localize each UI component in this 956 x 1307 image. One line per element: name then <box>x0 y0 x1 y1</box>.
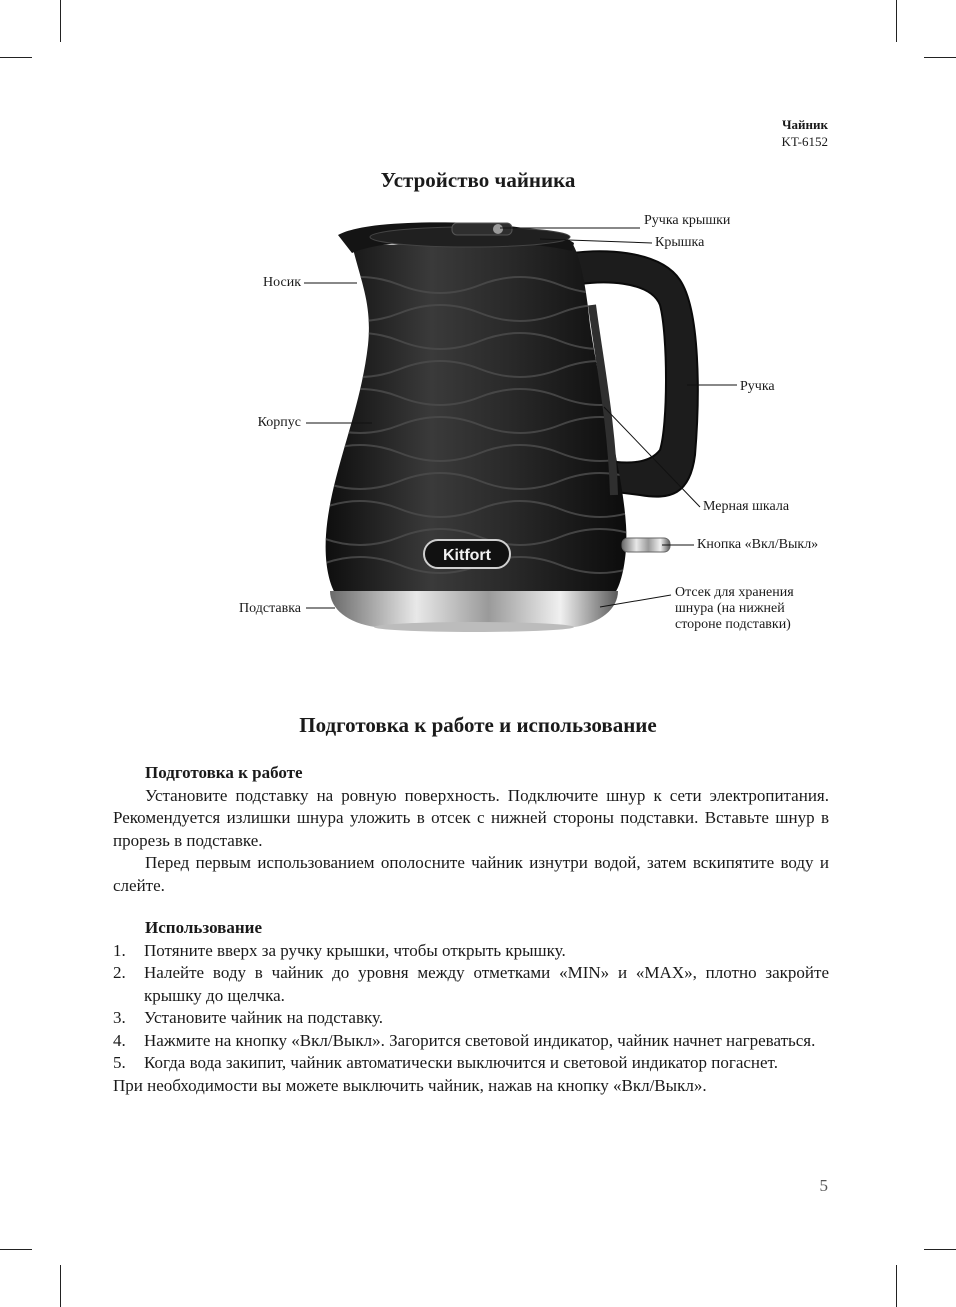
step-item: 1. Потяните вверх за ручку крышки, чтобы открыть крышку. <box>113 940 566 960</box>
prep-paragraph-2: Перед первым использованием ополосните чайник изнутри водой, затем вскипятите воду и слейте. <box>113 853 829 895</box>
kettle-base-shape <box>330 591 618 627</box>
crop-mark <box>896 0 897 42</box>
diagram-title: Устройство чайника <box>380 168 576 192</box>
instructions <box>113 762 829 1097</box>
crop-mark <box>924 1249 956 1250</box>
label-base: Подставка <box>239 601 301 616</box>
prep-paragraph-1: Установите подставку на ровную поверхность. Подключите шнур к сети электропитания. Рекомендуется излишки шнура уложить в отсек с нижней стороны подставки. Вставьте шнур в прорезь в подставке. <box>113 785 829 850</box>
step-item: 4. Нажмите на кнопку «Вкл/Выкл». Загорится световой индикатор, чайник начнет нагреваться. <box>113 1030 816 1050</box>
step-item: 5. Когда вода закипит, чайник автоматически выключится и световой индикатор погаснет. <box>113 1053 778 1072</box>
kettle-lid-button-shape <box>493 224 503 234</box>
prep-heading: Подготовка к работе <box>145 763 303 782</box>
steps-list <box>113 940 829 1075</box>
header-model: KT-6152 <box>781 134 828 149</box>
label-switch: Кнопка «Вкл/Выкл» <box>697 537 819 552</box>
label-body: Корпус <box>257 415 301 430</box>
crop-mark <box>896 1265 897 1307</box>
kettle-diagram <box>0 195 956 665</box>
crop-mark <box>924 57 956 58</box>
crop-mark <box>0 57 32 58</box>
label-lid: Крышка <box>655 235 705 250</box>
label-handle: Ручка <box>740 379 775 394</box>
final-note: При необходимости вы можете выключить чайник, нажав на кнопку «Вкл/Выкл». <box>113 1075 707 1095</box>
label-spout: Носик <box>263 275 301 290</box>
kettle-base-bottom <box>374 622 574 632</box>
step-item: 3. Установите чайник на подставку. <box>113 1008 384 1027</box>
label-lid-handle: Ручка крышки <box>644 213 731 228</box>
running-header <box>782 116 828 150</box>
crop-mark <box>60 1265 61 1307</box>
crop-mark <box>60 0 61 42</box>
crop-mark <box>0 1249 32 1250</box>
label-scale: Мерная шкала <box>703 499 790 514</box>
step-item: 2. Налейте воду в чайник до уровня между отметками «MIN» и «MAX», плотно закройте крышку до щелчка. <box>113 963 829 1005</box>
label-cord-storage: Отсек для хранения шнура (на нижней стороне подставки) <box>675 585 794 632</box>
section-title: Подготовка к работе и использование <box>299 713 657 737</box>
page-number: 5 <box>819 1176 828 1195</box>
header-product: Чайник <box>781 117 828 132</box>
brand-logo: Kitfort <box>443 547 491 564</box>
use-heading: Использование <box>145 918 262 937</box>
